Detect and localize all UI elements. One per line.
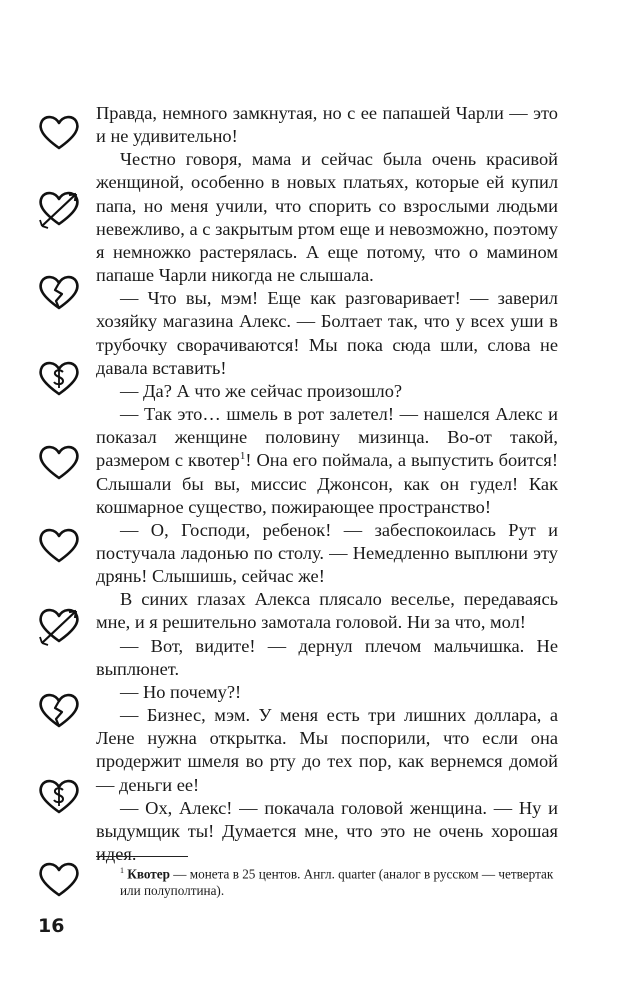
paragraph: — Да? А что же сейчас произошло? — [120, 380, 403, 401]
footnote-term: Квотер — [127, 866, 170, 882]
heart-arrow-icon — [36, 603, 82, 649]
heart-dollar-icon — [36, 356, 82, 402]
paragraph: — Ох, Алекс! — покачала головой женщина. — Ну и выдумщик ты! Думается мне, что это не очень хорошая идея. — [96, 797, 558, 864]
paragraph: — Бизнес, мэм. У меня есть три лишних доллара, а Лене нужна открытка. Мы поспорили, что если она продержит шмеля во рту до тех пор, как вернемся домой — деньги ее! — [96, 705, 558, 795]
paragraph: — Что вы, мэм! Еще как разговаривает! — заверил хозяйку магазина Алекс. — Болтает так, что у всех уши в трубочку сворачиваются! Мы пока сюда шли, слова не давала вставить! — [96, 288, 558, 378]
margin-icons — [36, 0, 86, 1000]
paragraph: — Вот, видите! — дернул плечом мальчишка. Не выплюнет. — [96, 635, 558, 679]
paragraph: Правда, немного замкнутая, но с ее папашей Чарли — это и не удивительно! — [96, 103, 558, 147]
heart-icon — [36, 857, 82, 903]
heart-icon — [36, 440, 82, 486]
paragraph: — Но почему?! — [120, 681, 242, 702]
footnote-mark: 1 — [120, 866, 124, 875]
paragraph: — О, Господи, ребенок! — забеспокоилась Рут и постучала ладонью по столу. — Немедленно выплюни эту дрянь! Слышишь, сейчас же! — [96, 519, 558, 587]
body-text — [96, 102, 558, 866]
footnote-mark: 1 — [239, 450, 246, 463]
broken-heart-icon — [36, 688, 82, 734]
footnote-divider — [96, 856, 188, 857]
paragraph-part: ! Она его поймала, а выпустить боится! Слышали бы вы, миссис Джонсон, как он гудел! Как кошмарное существо, пожирающее пространство! — [96, 450, 558, 517]
paragraph-with-footnote — [96, 403, 558, 519]
page-number: 16 — [38, 915, 65, 937]
footnote-body: — монета в 25 центов. Англ. quarter (аналог в русском — четвертак или полуполтина). — [120, 866, 554, 899]
heart-icon — [36, 523, 82, 569]
paragraph: В синих глазах Алекса плясало веселье, передаваясь мне, и я решительно замотала головой. Ни за что, мол! — [96, 589, 558, 633]
paragraph-part: — Так это… шмель в рот залетел! — нашелся Алекс и показал женщине половину мизинца. Во-от такой, размером с квотер — [96, 404, 558, 471]
broken-heart-icon — [36, 270, 82, 316]
heart-icon — [36, 110, 82, 156]
heart-dollar-icon — [36, 774, 82, 820]
footnote-text — [96, 862, 558, 899]
heart-arrow-icon — [36, 186, 82, 232]
paragraph: Честно говоря, мама и сейчас была очень красивой женщиной, особенно в новых платьях, которые ей купил папа, но меня учили, что спорить со взрослыми людьми невежливо, а с закрытым ртом еще и невозможно, поэтому я немножко растерялась. А еще потому, что о мамином папаше Чарли никогда не слышала. — [96, 149, 558, 286]
footnote — [96, 862, 558, 899]
